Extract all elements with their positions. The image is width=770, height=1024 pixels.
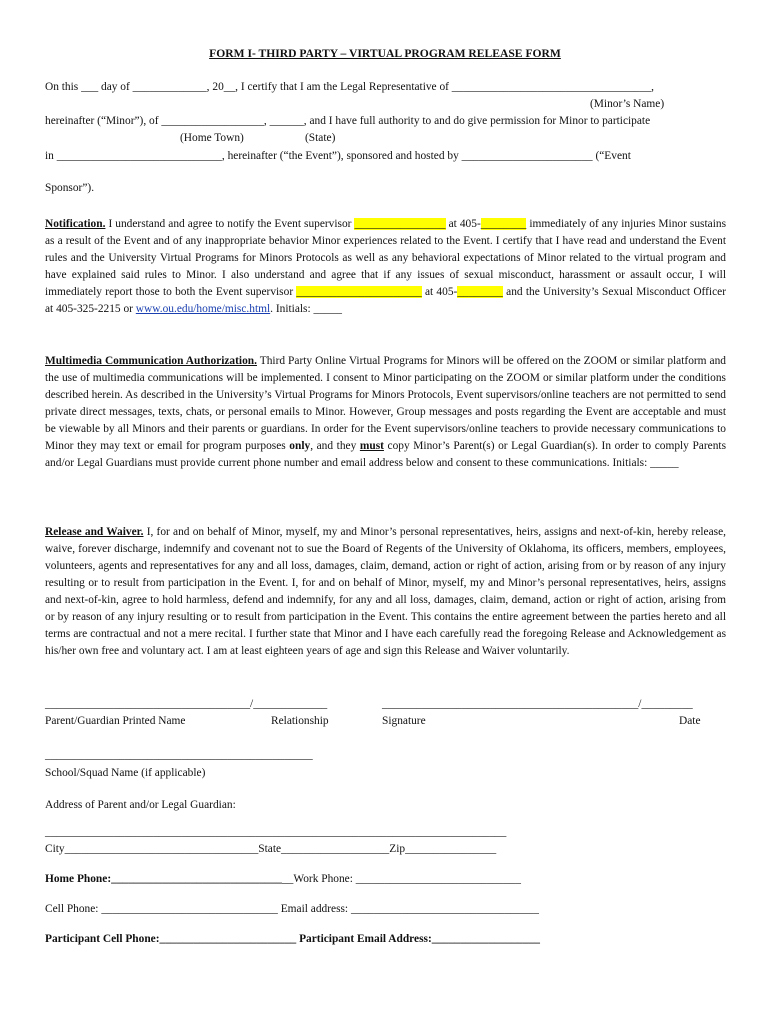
home-phone-field[interactable]: Home Phone:______________________________ bbox=[45, 873, 282, 885]
supervisor-name-field[interactable]: ________________ bbox=[354, 218, 446, 230]
supervisor-phone-field-2[interactable]: ________ bbox=[457, 286, 503, 298]
home-town-label: (Home Town) bbox=[180, 132, 244, 144]
notification-text: at 405- bbox=[445, 218, 481, 230]
participant-cell-field[interactable]: Participant Cell Phone:________________________ bbox=[45, 933, 297, 945]
printed-name-relationship-line[interactable]: ____________________________________/_____________ bbox=[45, 698, 328, 710]
notification-text: . Initials: _____ bbox=[270, 303, 342, 315]
multimedia-heading: Multimedia Communication Authorization. bbox=[45, 355, 257, 367]
release-heading: Release and Waiver. bbox=[45, 526, 144, 538]
notification-text: I understand and agree to notify the Event supervisor bbox=[105, 218, 355, 230]
notification-heading: Notification. bbox=[45, 218, 106, 230]
intro-line-4: Sponsor”). bbox=[45, 182, 95, 194]
address-label: Address of Parent and/or Legal Guardian: bbox=[45, 799, 236, 811]
participant-email-field[interactable]: Participant Email Address:___________________ bbox=[296, 933, 540, 945]
address-line[interactable]: _________________________________________________________________________________ bbox=[45, 826, 507, 838]
work-phone-tail: __________ bbox=[463, 873, 521, 885]
cell-email-line[interactable]: Cell Phone: _______________________________ Email address: _________________________________ bbox=[45, 903, 539, 915]
intro-line-3: in _____________________________, hereinafter (“the Event”), sponsored and hosted by _______________________ (“Event bbox=[45, 150, 631, 162]
date-label: Date bbox=[679, 715, 701, 727]
must-emphasis: must bbox=[359, 440, 384, 452]
release-text: I, for and on behalf of Minor, myself, my and Minor’s personal representatives, heirs, assigns and next-of-kin, hereby release, waive, forever discharge, indemnify and covenant not to sue the Board of Regents of the University of Oklahoma, its officers, members, employees, volunteers, agents and representatives for any and all loss, damages, claim, demand, action or right of action, arising from or by reason of any injury resulting or to result from participation in the Event. I, for and on behalf of Minor, myself, my and Minor’s personal representatives, heirs, assigns and next-of-kin, agree to hold harmless, defend and indemnify, for any and all loss, damages, claim, demand, action or right of action, arising from or by reason of any injury resulting or to result from participation in the Event. This contains the entire agreement between the parties hereto and all terms are contractual and not a mere recital. I further state that Minor and I have each carefully read the foregoing Release and Acknowledgement as his/her own free and voluntary act. I am at least eighteen years of age and sign this Release and Waiver voluntarily. bbox=[45, 526, 726, 657]
multimedia-text: Third Party Online Virtual Programs for Minors will be offered on the ZOOM or similar platform and the use of multimedia communications will be implemented. I consent to Minor participating on the ZOOM or similar platform under the conditions described herein. As described in the University’s Virtual Programs for Minors Protocols, Event supervisors/online teachers are not permitted to send private direct messages, texts, chats, or personal emails to Minor. However, Group messages and posts regarding the Event are acceptable and must be viewable by all Minors and their parents or guardians. In order for the Event supervisors/online teachers to provide necessary communications to Minor they may text or email for program purposes bbox=[45, 355, 726, 452]
intro-line-1: On this ___ day of _____________, 20__, I certify that I am the Legal Representative of ___________________________________, bbox=[45, 81, 654, 93]
city-state-zip-line[interactable]: City__________________________________State___________________Zip________________ bbox=[45, 843, 497, 855]
participant-contact-line[interactable] bbox=[45, 931, 540, 948]
release-paragraph bbox=[45, 524, 726, 660]
work-phone-field[interactable]: __Work Phone: ___________________ bbox=[281, 873, 464, 885]
home-work-phone-line[interactable] bbox=[45, 871, 521, 888]
minor-name-label: (Minor’s Name) bbox=[590, 98, 665, 110]
multimedia-paragraph bbox=[45, 353, 726, 472]
intro-line-2: hereinafter (“Minor”), of __________________, ______, and I have full authority to and do give permission for Minor to participate bbox=[45, 115, 651, 127]
only-emphasis: only bbox=[289, 440, 311, 452]
notification-paragraph bbox=[45, 216, 726, 318]
notification-text: immediately of any injuries Minor sustains as a result of the Event and of any inappropriate behavior Minor experiences related to the Event. I certify that I have read and understand the Event rules and the University Virtual Programs for Minors Protocols as well as any behavioral expectations of Minor related to the virtual program and have explained said rules to Minor. I also understand and agree that if any issues of sexual misconduct, harassment or assault occur, I will immediately report those to both the Event supervisor bbox=[45, 218, 726, 298]
form-title: FORM I- THIRD PARTY – VIRTUAL PROGRAM RELEASE FORM bbox=[209, 47, 561, 60]
supervisor-name-field-2[interactable]: ______________________ bbox=[296, 286, 422, 298]
multimedia-text: , and they bbox=[310, 440, 360, 452]
supervisor-phone-field[interactable]: ________ bbox=[480, 218, 527, 230]
relationship-label: Relationship bbox=[271, 715, 329, 727]
school-name-line[interactable]: _______________________________________________ bbox=[45, 749, 313, 761]
printed-name-label: Parent/Guardian Printed Name bbox=[45, 715, 186, 727]
signature-date-line[interactable]: _____________________________________________/_________ bbox=[382, 698, 693, 710]
signature-label: Signature bbox=[382, 715, 426, 727]
school-name-label: School/Squad Name (if applicable) bbox=[45, 767, 206, 779]
state-label: (State) bbox=[305, 132, 336, 144]
misconduct-link[interactable]: www.ou.edu/home/misc.html bbox=[135, 303, 271, 315]
multimedia-text: copy Minor’s Parent(s) or Legal Guardian(s). In order to comply Parents and/or Legal Guardians must provide current phone number and email address below and consent to these communications. Initials: _____ bbox=[45, 440, 726, 469]
notification-text: and the University’s Sexual Misconduct Officer at 405-325-2215 or bbox=[45, 286, 726, 315]
notification-text: at 405- bbox=[421, 286, 458, 298]
